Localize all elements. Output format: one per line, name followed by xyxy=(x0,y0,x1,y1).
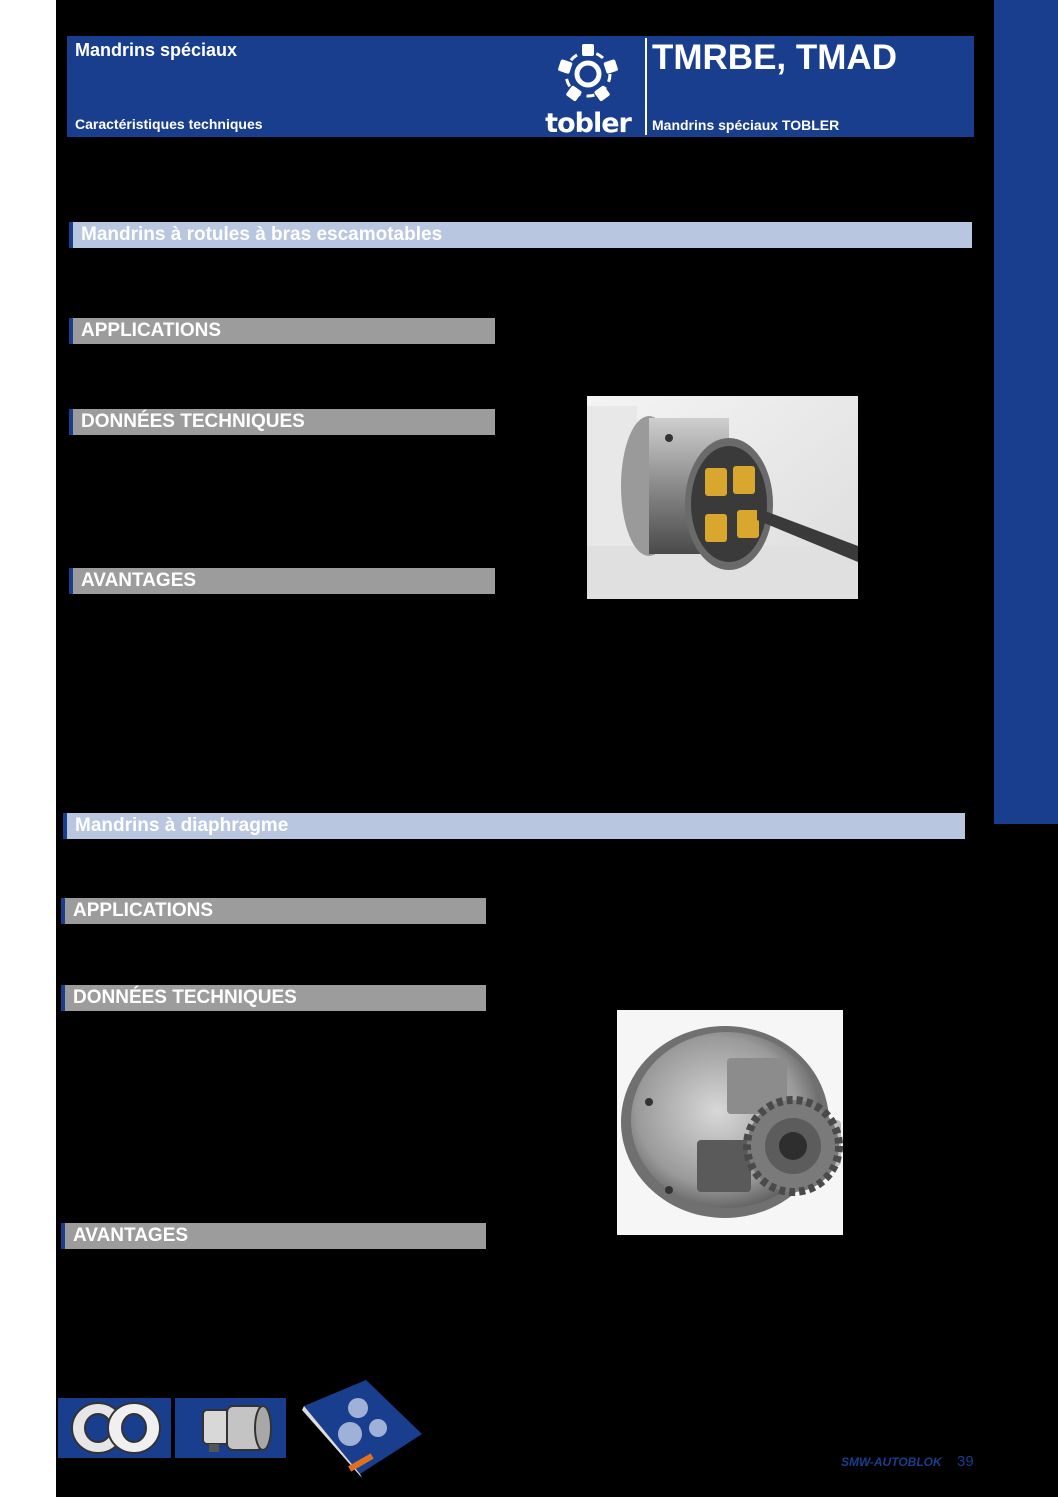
section1-advantages-heading: AVANTAGES xyxy=(69,568,495,594)
section1-applications-heading: APPLICATIONS xyxy=(69,318,495,344)
section-title-diaphragm-chucks: Mandrins à diaphragme xyxy=(63,813,965,839)
page-header xyxy=(67,36,974,137)
tobler-logo-emblem-icon xyxy=(532,40,644,108)
footer-brand: SMW-AUTOBLOK xyxy=(841,1455,942,1469)
header-category-title: Mandrins spéciaux xyxy=(75,40,238,60)
section2-technical-data-heading: DONNÉES TECHNIQUES xyxy=(61,985,486,1011)
footer-thumbnail-actuator xyxy=(175,1398,286,1458)
diaphragm-chuck-photo xyxy=(617,1010,843,1235)
tobler-logo xyxy=(532,40,644,139)
left-page-margin xyxy=(0,0,56,1497)
ball-joint-chuck-photo xyxy=(587,396,858,599)
header-divider xyxy=(645,38,647,135)
tobler-logo-wordmark: tobler xyxy=(545,108,631,139)
section2-applications-heading: APPLICATIONS xyxy=(61,898,486,924)
header-category-subtitle: Caractéristiques techniques xyxy=(75,116,263,132)
product-title: TMRBE, TMAD xyxy=(652,38,897,77)
product-subtitle: Mandrins spéciaux TOBLER xyxy=(652,117,840,133)
catalog-brochure-image xyxy=(300,1378,425,1478)
page-number: 39 xyxy=(957,1453,974,1470)
footer-thumbnail-flanges xyxy=(58,1398,171,1458)
section1-technical-data-heading: DONNÉES TECHNIQUES xyxy=(69,409,495,435)
section-title-ball-joint-chucks: Mandrins à rotules à bras escamotables xyxy=(69,222,972,248)
right-chapter-tab xyxy=(994,0,1058,824)
section2-advantages-heading: AVANTAGES xyxy=(61,1223,486,1249)
